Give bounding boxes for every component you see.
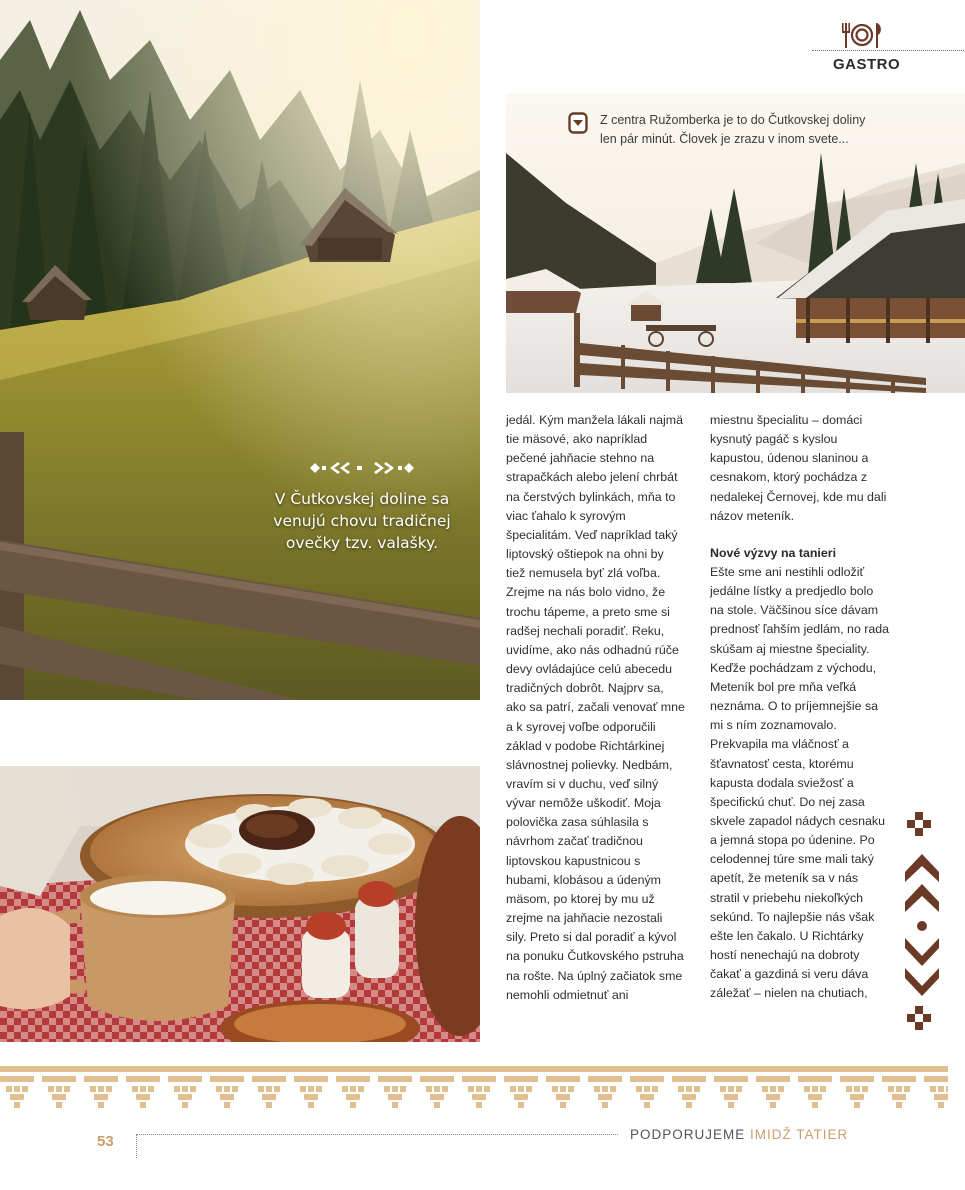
footer-brand [630,1127,848,1142]
valley-caption: Z centra Ružomberka je to do Čutkovskej doliny len pár minút. Človek je zrazu v inom svete... [600,113,866,146]
food-photo [0,766,480,1042]
footer-rule-vertical [136,1134,137,1158]
arrow-down-box-icon [568,112,588,134]
folk-border-band [0,1066,965,1116]
cutlery-plate-icon [840,20,884,50]
subheading: Nové výzvy na tanieri [710,545,837,560]
article-paragraph: miestnu špecialitu – domáci kysnutý pagáč s kyslou kapustou, údenou slaninou a cesnakom, ktorý pochádza z nedalekej Černovej, kde mu dali názov meteník. [710,413,887,523]
ornament-divider [310,460,414,476]
meadow-photo [0,0,480,700]
footer-brand-plain: PODPORUJEME [630,1127,751,1142]
footer-brand-accent: IMIDŽ TATIER [750,1127,849,1142]
article-column-1 [506,411,686,1005]
article-paragraph: Ešte sme ani nestihli odložiť jedálne lístky a predjedlo bolo na stole. Väčšinou síce dávam prednosť ľahším jedlám, no rada skúšam aj miestne špeciality. Keďže pochádzam z východu, Meteník bol pre mňa veľká neznáma. O to príjemnejšie sa mi s ním zoznamovalo. Prekvapila ma vláčnosť a šťavnatosť cesta, ktorému kapusta dodala sviežosť a špecifickú chuť. Do nej zasa skvele zapadol nádych cesnaku a jemná stopa po údenine. Po celodennej túre sme mali taký apetít, že meteník sa v nás stratil v priebehu niekoľkých sekúnd. To najlepšie nás však ešte len čakalo. U Richtárky hostí nenechajú na dobroty čakať a gazdiná si veru dáva záležať – nielen na chutiach, [710,564,890,1001]
section-label: GASTRO [833,56,901,73]
section-rule [812,50,964,51]
article-column-2 [710,411,890,1004]
folk-ornament-vertical [902,810,942,1040]
footer-rule [136,1134,618,1135]
page-number: 53 [97,1133,114,1150]
meadow-caption: V Čutkovskej doline sa venujú chovu tradičnej ovečky tzv. valašky. [273,490,451,552]
article-paragraph: jedál. Kým manžela lákali najmä tie mäsové, ako napríklad pečené jahňacie stehno na strapačkách alebo jelení chrbát na čerstvých bylinkách, mňa to viac ťahalo k syrovým špecialitám. Veď napríklad taký liptovský oštiepok na ohni by tiež nemusela byť zlá voľba. Zrejme na nás bolo vidno, že trochu tápeme, a preto sme si radšej nechali poradiť. Reku, uvidíme, ako nás odhadnú rúče devy ovládajúce celú abecedu tradičných dobrôt. Najprv sa, ako sa patrí, začali venovať mne a k syrovej voľbe odporučili základ v podobe Richtárkinej slávnostnej polievky. Nedbám, vravím si v duchu, veď silný vývar nemôže uškodiť. Moja polovička zasa súhlasila s návrhom začať tradičnou liptovskou kapustnicou s hubami, klobásou a údeným mäsom, po ktorej by mu už zrejme na jahňacie nezostali sily. Preto si dal poradiť a kývol na ponuku Čutkovského pstruha na rošte. Na úplný začiatok sme nemohli odmietnuť ani [506,413,685,1002]
